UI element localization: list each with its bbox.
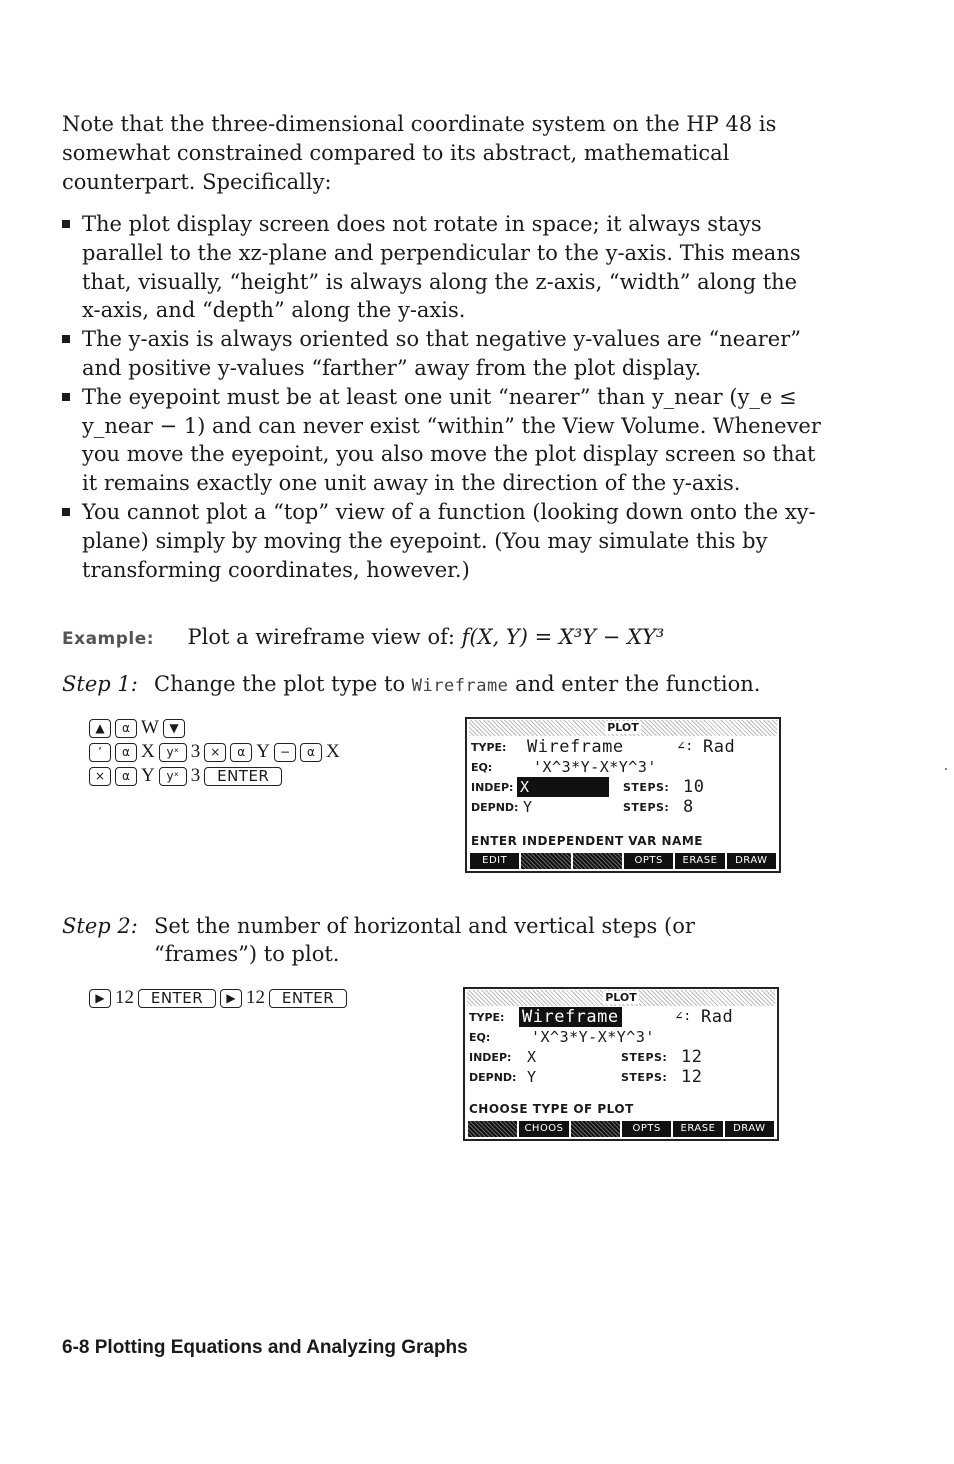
depnd-value: Y [527,1068,537,1086]
angle-value: Rad [703,737,736,757]
softkey-blank[interactable] [521,853,570,869]
minus-key-icon: − [274,743,296,762]
softkey-menu [470,853,776,869]
steps-label: STEPS: [623,781,670,794]
steps-value: 10 [683,777,705,797]
step-2-keystrokes [89,986,347,1010]
type-value: Wireframe [527,737,624,757]
depnd-label: DEPND: [471,801,519,814]
indep-value: X [517,777,609,797]
steps-label: STEPS: [621,1071,668,1084]
key-char-y: Y [256,741,270,762]
multiply-key-icon: × [204,743,226,762]
example-line [62,623,664,653]
page-footer: 6-8 Plotting Equations and Analyzing Graphs [62,1337,468,1358]
example-text: Plot a wireframe view of: [187,625,455,649]
softkey-erase[interactable]: ERASE [673,1121,722,1137]
softkey-draw[interactable]: DRAW [725,1121,774,1137]
alpha-key-icon: α [115,767,137,786]
type-label: TYPE: [471,741,507,754]
step-1-text-after: and enter the function. [515,672,761,696]
indep-value: X [527,1048,537,1066]
softkey-blank[interactable] [468,1121,517,1137]
enter-key: ENTER [204,767,282,786]
softkey-opts[interactable]: OPTS [624,853,673,869]
key-char-w: W [141,717,159,738]
bullet-square-icon [62,220,70,228]
bullet-square-icon [62,335,70,343]
list-item: The eyepoint must be at least one unit “nearer” than y_near (y_e ≤ y_near − 1) and can never exist “within” the View Volume. Whenever you move the eyepoint, you also move the plot display screen so that it remains exactly one unit away in the direction of the y-axis. [62,383,822,498]
eq-label: EQ: [469,1031,491,1044]
step-1-line [62,670,760,700]
eq-label: EQ: [471,761,493,774]
right-arrow-key-icon: ▶ [89,989,111,1008]
alpha-key-icon: α [230,743,252,762]
screen-prompt: ENTER INDEPENDENT VAR NAME [471,834,703,848]
softkey-opts[interactable]: OPTS [622,1121,671,1137]
steps-value: 8 [683,797,694,817]
step-1-code: Wireframe [411,676,509,696]
indep-label: INDEP: [471,781,514,794]
steps-label: STEPS: [621,1051,668,1064]
enter-key: ENTER [269,989,347,1008]
step-1-keystrokes [89,716,340,788]
multiply-key-icon: × [89,767,111,786]
softkey-blank[interactable] [573,853,622,869]
enter-key: ENTER [138,989,216,1008]
key-char-x: X [141,741,155,762]
softkey-choos[interactable]: CHOOS [519,1121,568,1137]
calculator-screen-step-1 [465,717,781,873]
right-arrow-key-icon: ▶ [220,989,242,1008]
power-key-icon: yˣ [159,767,187,786]
depnd-label: DEPND: [469,1071,517,1084]
list-item: The y-axis is always oriented so that negative y-values are “nearer” and positive y-values “farther” away from the plot display. [62,325,822,383]
indep-label: INDEP: [469,1051,512,1064]
depnd-value: Y [523,798,533,816]
eq-value: 'X^3*Y-X*Y^3' [533,758,657,776]
quote-key-icon: ’ [89,743,111,762]
steps-value: 12 [681,1047,703,1067]
screen-header: PLOT [605,991,637,1004]
example-formula: f(X, Y) = X³Y − XY³ [461,625,665,649]
softkey-edit[interactable]: EDIT [470,853,519,869]
list-item: You cannot plot a “top” view of a function (looking down onto the xy-plane) simply by moving the eyepoint. (You may simulate this by transforming coordinates, however.) [62,498,822,584]
bullet-square-icon [62,393,70,401]
softkey-draw[interactable]: DRAW [727,853,776,869]
step-1-label: Step 1: [62,672,138,696]
alpha-key-icon: α [115,743,137,762]
screen-header: PLOT [607,721,639,734]
steps-value: 12 [681,1067,703,1087]
softkey-menu [468,1121,774,1137]
step-1-text-before: Change the plot type to [154,672,406,696]
step-2-line [62,912,794,968]
stray-mark [945,768,947,770]
step-2-text: Set the number of horizontal and vertical steps (or “frames”) to plot. [154,914,695,966]
bullet-square-icon [62,508,70,516]
power-key-icon: yˣ [159,743,187,762]
down-arrow-key-icon: ▼ [163,719,185,738]
key-char-y: Y [141,765,155,786]
type-label: TYPE: [469,1011,505,1024]
key-char-3: 3 [190,765,201,786]
calculator-screen-step-2 [463,987,779,1141]
eq-value: 'X^3*Y-X*Y^3' [531,1028,655,1046]
type-value: Wireframe [519,1007,622,1027]
angle-label: ∠: [675,1009,692,1024]
constraints-list [62,210,822,584]
key-number-12: 12 [115,987,134,1008]
key-char-3: 3 [190,741,201,762]
example-label: Example: [62,629,155,649]
key-number-12: 12 [246,987,265,1008]
angle-value: Rad [701,1007,734,1027]
softkey-erase[interactable]: ERASE [675,853,724,869]
up-arrow-key-icon: ▲ [89,719,111,738]
key-char-x: X [325,741,340,762]
step-2-label: Step 2: [62,914,138,938]
screen-prompt: CHOOSE TYPE OF PLOT [469,1102,634,1116]
steps-label: STEPS: [623,801,670,814]
alpha-key-icon: α [300,743,322,762]
list-item: The plot display screen does not rotate in space; it always stays parallel to the xz-plane and perpendicular to the y-axis. This means that, visually, “height” is always along the z-axis, “width” along the x-axis, and “depth” along the y-axis. [62,210,822,325]
softkey-blank[interactable] [571,1121,620,1137]
alpha-key-icon: α [115,719,137,738]
angle-label: ∠: [677,739,694,754]
intro-paragraph: Note that the three-dimensional coordinate system on the HP 48 is somewhat constrained compared to its abstract, mathematical counterpart. Specifically: [62,112,777,194]
